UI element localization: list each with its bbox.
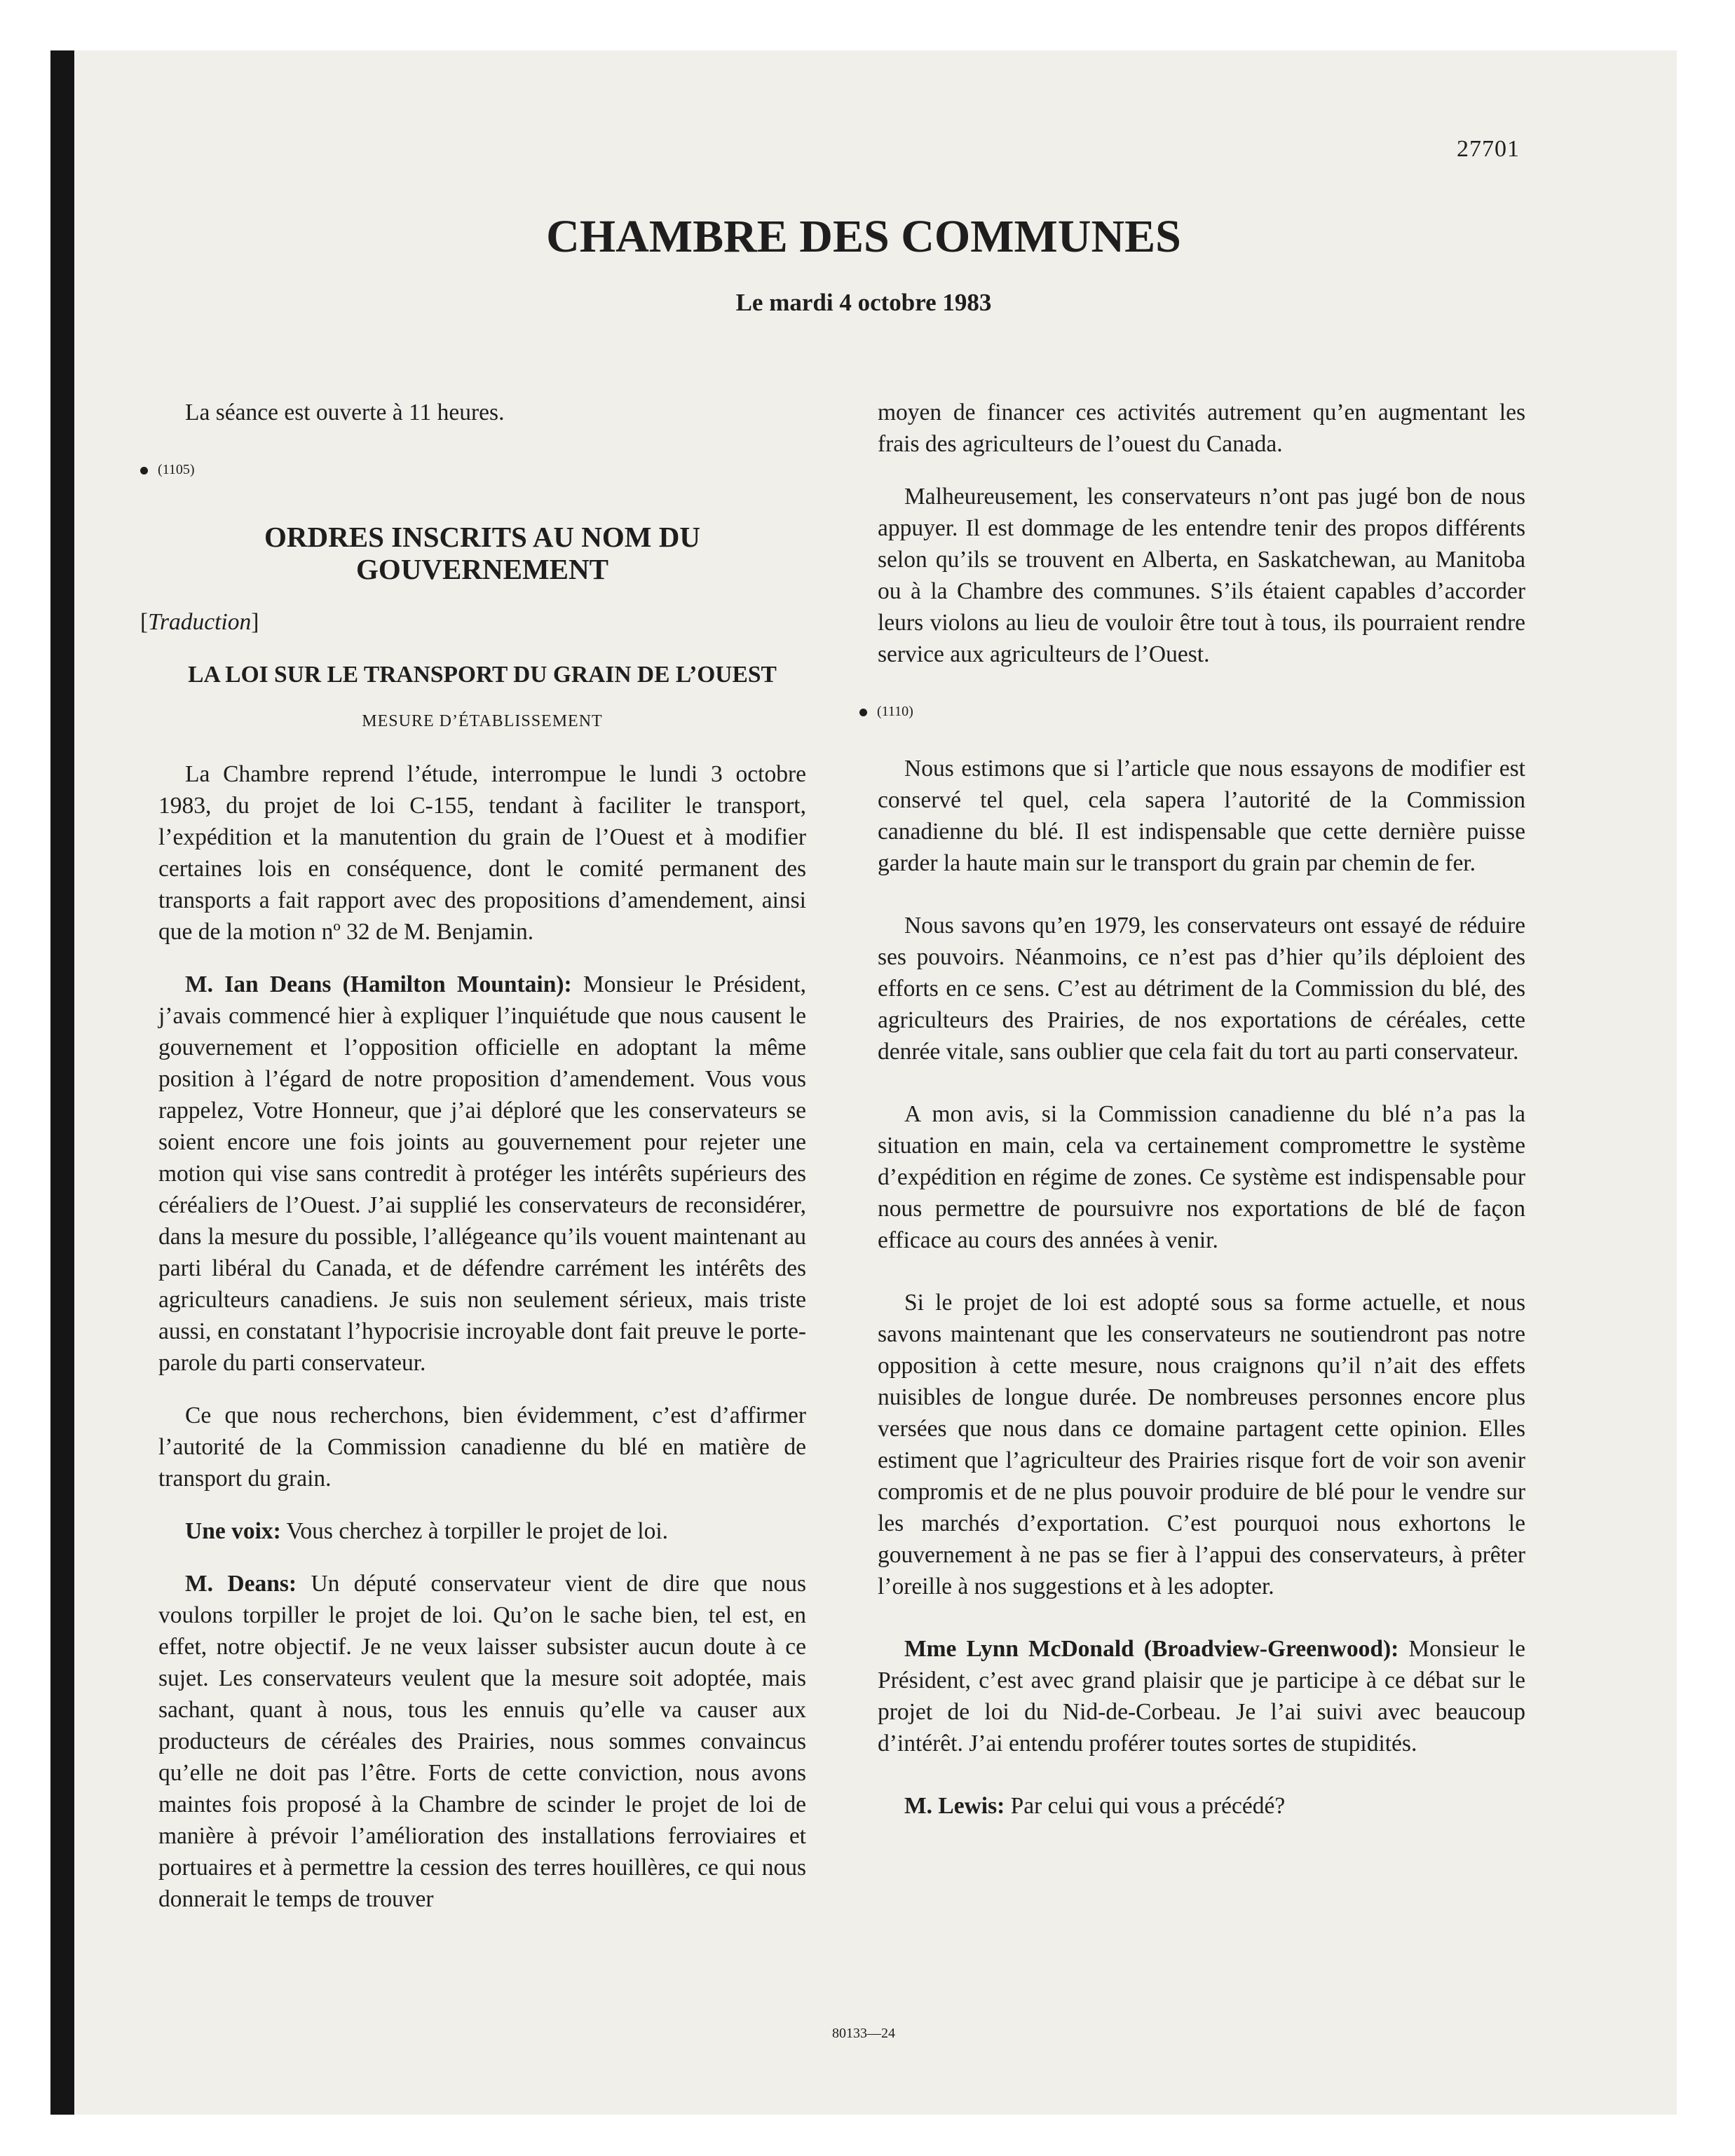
paragraph: M. Ian Deans (Hamilton Mountain): Monsieur le Président, j’avais commencé hier à expliquer l’inquiétude que nous causent le gouvernement et l’opposition officielle en adoptant la même position à l’égard de notre proposition d’amendement. Vous vous rappelez, Votre Honneur, que j’ai déploré que les conservateurs se soient encore une fois joints au gouvernement pour rejeter une motion qui vise sans contredit à protéger les intérêts supérieurs des céréaliers de l’Ouest. J’ai supplié les conservateurs de reconsidérer, dans la mesure du possible, l’allégeance qu’ils vouent maintenant au parti libéral du Canada, et de défendre carrément les intérêts des agriculteurs canadiens. Je suis non seulement sérieux, mais triste aussi, en constatant l’hypocrisie incroyable dont fait preuve le porte-parole du parti conservateur. — [158, 971, 806, 1376]
time-marker: (1105) — [140, 459, 806, 480]
binding-edge — [50, 50, 74, 2115]
speaker-name: M. Lewis: — [904, 1793, 1005, 1819]
right-column — [878, 397, 1525, 1822]
paragraph: Ce que nous recherchons, bien évidemment, c’est d’affirmer l’autorité de la Commission canadienne du blé en matière de transport du grain. — [158, 1403, 806, 1492]
speaker-name: M. Ian Deans (Hamilton Mountain): — [185, 971, 572, 997]
sitting-date: Le mardi 4 octobre 1983 — [735, 289, 992, 316]
paragraph: La Chambre reprend l’étude, interrompue le lundi 3 octobre 1983, du projet de loi C-155, tendant à faciliter le transport, l’expédition et la manutention du grain de l’Ouest et à modifier certaines lois en conséquence, dont le comité permanent des transports a fait rapport avec des propositions d’amendement, ainsi que de la motion nº 32 de M. Benjamin. — [158, 761, 806, 945]
speaker-name: Une voix: — [185, 1518, 281, 1544]
page-number: 27701 — [1457, 136, 1520, 162]
paragraph: Nous savons qu’en 1979, les conservateurs ont essayé de réduire ses pouvoirs. Néanmoins, ce n’est pas d’hier qu’ils déploient des efforts en ce sens. C’est au détriment de la Commission du blé, des agriculteurs des Prairies, de nos exportations de céréales, cette denrée vitale, sans oublier que cela fait du tort au parti conservateur. — [878, 913, 1525, 1065]
paragraph: Une voix: Vous cherchez à torpiller le projet de loi. — [185, 1518, 669, 1544]
left-column — [140, 397, 806, 1915]
bill-heading: LA LOI SUR LE TRANSPORT DU GRAIN DE L’OUEST — [188, 662, 777, 688]
bullet-dot-icon — [140, 467, 148, 475]
paragraph: Nous estimons que si l’article que nous essayons de modifier est conservé tel quel, cela sapera l’autorité de la Commission canadienne du blé. Il est indispensable que cette dernière puisse garder la haute main sur le transport du grain par chemin de fer. — [878, 756, 1525, 876]
opening-line: La séance est ouverte à 11 heures. — [185, 400, 505, 425]
paragraph: Si le projet de loi est adopté sous sa forme actuelle, et nous savons maintenant que les conservateurs ne soutiendront pas notre opposition à cette mesure, nous craignons qu’il n’ait des effets nuisibles de longue durée. De nombreuses personnes encore plus versées que nous dans ce domaine partagent cette opinion. Elles estiment que l’agriculteur des Prairies risque fort de voir son avenir compromis et de ne plus pouvoir produire de blé pour le vendre sur les marchés d’exportation. C’est pourquoi nous exhortons le gouvernement à ne pas se fier à l’appui des conservateurs, à prêter l’oreille à nos suggestions et à les adopter. — [878, 1290, 1525, 1599]
speaker-name: M. Deans: — [185, 1571, 297, 1597]
speaker-name: Mme Lynn McDonald (Broadview-Greenwood): — [904, 1636, 1399, 1662]
paragraph: Malheureusement, les conservateurs n’ont pas jugé bon de nous appuyer. Il est dommage de les entendre tenir des propos différents selon qu’ils se trouvent en Alberta, en Saskatchewan, au Manitoba ou à la Chambre des communes. S’ils étaient capables d’accorder leurs violons au lieu de vouloir être tout à tous, ils pourraient rendre service aux agriculteurs de l’Ouest. — [878, 484, 1525, 667]
paragraph: Mme Lynn McDonald (Broadview-Greenwood): Monsieur le Président, c’est avec grand plaisir que je participe à ce débat sur le projet de loi du Nid-de-Corbeau. Je l’ai suivi avec beaucoup d’intérêt. J’ai entendu proférer toutes sortes de stupidités. — [878, 1636, 1525, 1756]
paragraph: A mon avis, si la Commission canadienne du blé n’a pas la situation en main, cela va certainement compromettre le système d’expédition en régime de zones. Ce système est indispensable pour nous permettre de poursuivre nos exportations de blé de façon efficace au cours des années à venir. — [878, 1101, 1525, 1253]
scanned-page — [50, 50, 1677, 2115]
time-marker: (1110) — [859, 701, 1525, 722]
section-heading: ORDRES INSCRITS AU NOM DU GOUVERNEMENT — [264, 521, 700, 585]
measure-label: MESURE D’ÉTABLISSEMENT — [362, 712, 603, 730]
paragraph: moyen de financer ces activités autrement qu’en augmentant les frais des agriculteurs de l’ouest du Canada. — [878, 400, 1525, 457]
paragraph: M. Deans: Un député conservateur vient de dire que nous voulons torpiller le projet de loi. Qu’on le sache bien, tel est, en effet, notre objectif. Je ne veux laisser subsister aucun doute à ce sujet. Les conservateurs veulent que la mesure soit adoptée, mais sachant, quant à nous, tous les ennuis qu’elle va causer aux producteurs de céréales des Prairies, nous sommes convaincus qu’elle ne doit pas l’être. Forts de cette conviction, nous avons maintes fois proposé à la Chambre de scinder le projet de loi de manière à prévoir l’amélioration des installations ferroviaires et portuaires et à permettre la cession des terres houillères, ce qui nous donnerait le temps de trouver — [158, 1571, 806, 1912]
footer-code: 80133—24 — [832, 2026, 895, 2041]
bullet-dot-icon — [859, 709, 867, 716]
paragraph: M. Lewis: Par celui qui vous a précédé? — [904, 1793, 1286, 1819]
page-title: CHAMBRE DES COMMUNES — [546, 211, 1181, 262]
translation-label: [Traduction] — [140, 609, 259, 635]
